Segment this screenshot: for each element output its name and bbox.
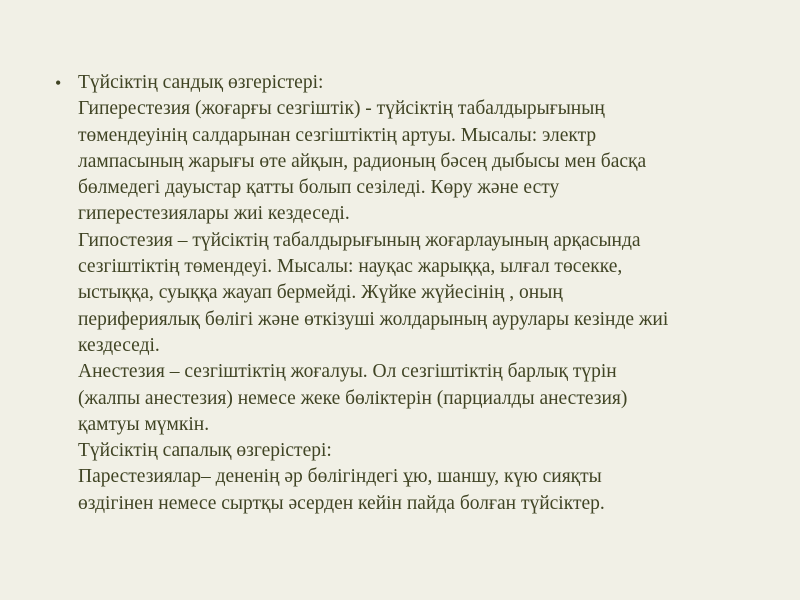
- text-line: Парестезиялар– дененің әр бөлігіндегі ұю, шаншу, күю сияқты: [78, 466, 602, 488]
- text-line: бөлмедегі дауыстар қатты болып сезіледі. Көру және есту: [78, 177, 560, 199]
- text-line: перифериялық бөлігі және өткізуші жолдарының аурулары кезінде жиі: [78, 308, 669, 330]
- text-line: Түйсіктің сандық өзгерістері:: [78, 72, 324, 93]
- text-line: Гиперестезия (жоғарғы сезгіштік) - түйсіктің табалдырығының: [78, 98, 605, 120]
- bullet-list: [44, 70, 764, 517]
- text-line: кездеседі.: [78, 334, 160, 356]
- bullet-item: [44, 70, 764, 517]
- text-line: Түйсіктің сапалық өзгерістері:: [78, 440, 332, 462]
- text-line: қамтуы мүмкін.: [78, 413, 210, 435]
- text-line: сезгіштіктің төмендеуі. Мысалы: науқас жарыққа, ылғал төсекке,: [78, 256, 623, 278]
- text-line: Гипостезия – түйсіктің табалдырығының жоғарлауының арқасында: [78, 229, 641, 251]
- text-line: лампасының жарығы өте айқын, радионың бәсең дыбысы мен басқа: [78, 150, 647, 172]
- bullet-dot-icon: •: [55, 73, 62, 93]
- text-line: Анестезия – сезгіштіктің жоғалуы. Ол сезгіштіктің барлық түрін: [78, 361, 617, 383]
- text-line: төмендеуінің салдарынан сезгіштіктің артуы. Мысалы: электр: [78, 124, 597, 146]
- text-line: өздігінен немесе сыртқы әсерден кейін пайда болған түйсіктер.: [78, 492, 605, 514]
- text-line: (жалпы анестезия) немесе жеке бөліктерін (парциалды анестезия): [78, 387, 628, 409]
- text-line: ыстыққа, суыққа жауап бермейді. Жүйке жүйесінің , оның: [78, 282, 563, 304]
- text-line: гиперестезиялары жиі кездеседі.: [78, 203, 350, 225]
